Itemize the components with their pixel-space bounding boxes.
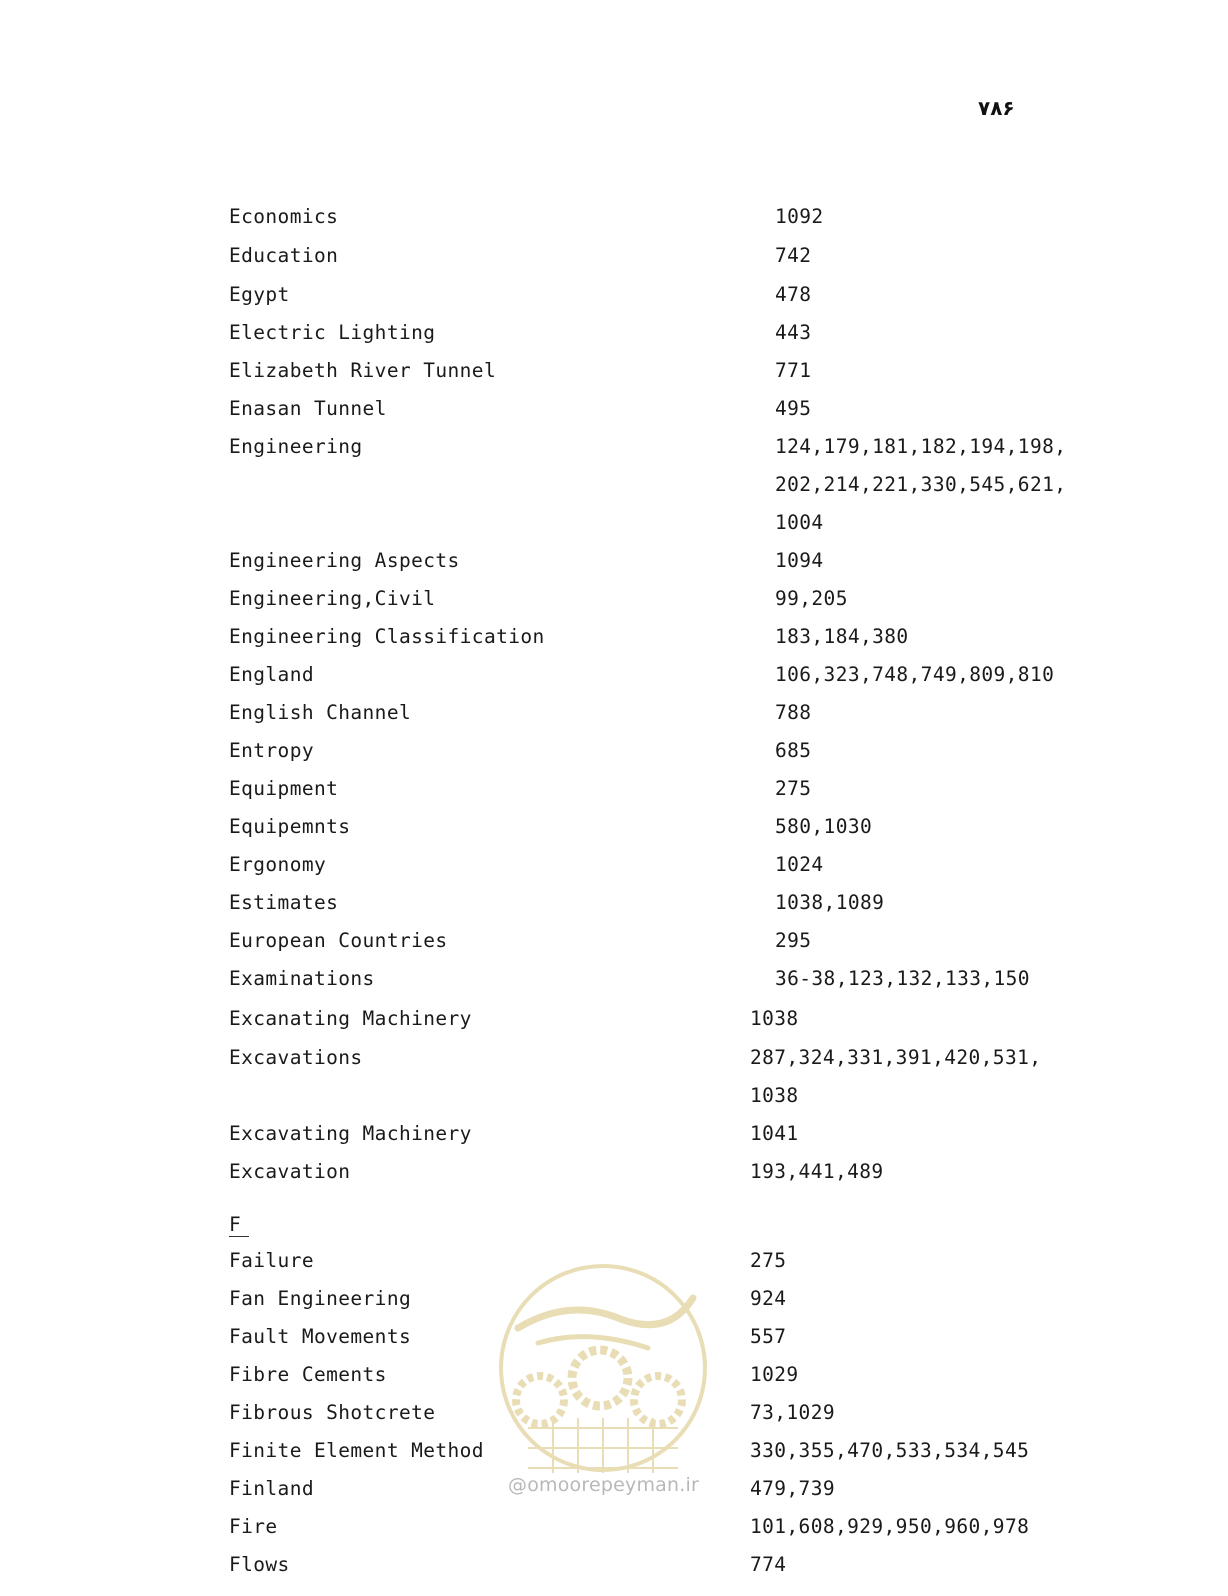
index-term: Equipemnts bbox=[229, 815, 351, 838]
index-page-refs: 788 bbox=[775, 701, 812, 724]
index-term: Finite Element Method bbox=[229, 1439, 484, 1462]
index-term: Engineering Classification bbox=[229, 625, 545, 648]
index-page-refs: 774 bbox=[750, 1553, 787, 1576]
index-page-refs: 193,441,489 bbox=[750, 1160, 884, 1183]
index-page-refs: 1004 bbox=[775, 511, 824, 534]
index-page-refs: 479,739 bbox=[750, 1477, 835, 1500]
index-term: Excavation bbox=[229, 1160, 351, 1183]
index-term: England bbox=[229, 663, 314, 686]
index-page-refs: 1038 bbox=[750, 1084, 799, 1107]
index-page-refs: 202,214,221,330,545,621, bbox=[775, 473, 1067, 496]
index-page-refs: 275 bbox=[775, 777, 812, 800]
index-term: Electric Lighting bbox=[229, 321, 436, 344]
index-term: Fault Movements bbox=[229, 1325, 412, 1348]
index-page-refs: 295 bbox=[775, 929, 812, 952]
index-term: Fire bbox=[229, 1515, 278, 1538]
index-page-refs: 106,323,748,749,809,810 bbox=[775, 663, 1055, 686]
index-page-refs: 36-38,123,132,133,150 bbox=[775, 967, 1030, 990]
index-page-refs: 742 bbox=[775, 244, 812, 267]
index-term: Engineering,Civil bbox=[229, 587, 436, 610]
index-page-refs: 1094 bbox=[775, 549, 824, 572]
index-page-refs: 275 bbox=[750, 1249, 787, 1272]
index-page-refs: 1041 bbox=[750, 1122, 799, 1145]
index-page-refs: 1038,1089 bbox=[775, 891, 885, 914]
index-page-refs: 183,184,380 bbox=[775, 625, 909, 648]
index-page-refs: 1029 bbox=[750, 1363, 799, 1386]
index-term: Education bbox=[229, 244, 339, 267]
index-term: Excavations bbox=[229, 1046, 363, 1069]
index-page-refs: 1092 bbox=[775, 205, 824, 228]
index-term: Fibrous Shotcrete bbox=[229, 1401, 436, 1424]
index-page-refs: 478 bbox=[775, 283, 812, 306]
index-page-refs: 924 bbox=[750, 1287, 787, 1310]
index-term: Examinations bbox=[229, 967, 375, 990]
index-page-refs: 124,179,181,182,194,198, bbox=[775, 435, 1067, 458]
index-term: Economics bbox=[229, 205, 339, 228]
index-term: Excanating Machinery bbox=[229, 1007, 472, 1030]
section-letter-f: F bbox=[229, 1214, 249, 1237]
index-term: Ergonomy bbox=[229, 853, 327, 876]
index-page-refs: 330,355,470,533,534,545 bbox=[750, 1439, 1030, 1462]
index-page-refs: 443 bbox=[775, 321, 812, 344]
index-term: European Countries bbox=[229, 929, 448, 952]
index-page-refs: 1024 bbox=[775, 853, 824, 876]
index-term: Estimates bbox=[229, 891, 339, 914]
index-term: Flows bbox=[229, 1553, 290, 1576]
index-term: Elizabeth River Tunnel bbox=[229, 359, 497, 382]
index-term: Fan Engineering bbox=[229, 1287, 412, 1310]
index-term: Engineering Aspects bbox=[229, 549, 460, 572]
index-page-refs: 580,1030 bbox=[775, 815, 873, 838]
index-term: Finland bbox=[229, 1477, 314, 1500]
watermark-logo-icon bbox=[498, 1258, 708, 1498]
index-page-refs: 287,324,331,391,420,531, bbox=[750, 1046, 1042, 1069]
index-page-refs: 771 bbox=[775, 359, 812, 382]
index-term: Fibre Cements bbox=[229, 1363, 387, 1386]
index-term: Excavating Machinery bbox=[229, 1122, 472, 1145]
index-term: Enasan Tunnel bbox=[229, 397, 387, 420]
index-term: Equipment bbox=[229, 777, 339, 800]
index-term: English Channel bbox=[229, 701, 412, 724]
index-page-refs: 685 bbox=[775, 739, 812, 762]
index-page-refs: 1038 bbox=[750, 1007, 799, 1030]
index-page-refs: 495 bbox=[775, 397, 812, 420]
index-term: Egypt bbox=[229, 283, 290, 306]
index-page-refs: 73,1029 bbox=[750, 1401, 835, 1424]
index-page-refs: 99,205 bbox=[775, 587, 848, 610]
index-page-refs: 557 bbox=[750, 1325, 787, 1348]
index-page-refs: 101,608,929,950,960,978 bbox=[750, 1515, 1030, 1538]
index-term: Entropy bbox=[229, 739, 314, 762]
watermark-caption: @omoorepeyman.ir bbox=[508, 1474, 699, 1496]
index-term: Engineering bbox=[229, 435, 363, 458]
index-term: Failure bbox=[229, 1249, 314, 1272]
page-number: ۷۸۶ bbox=[978, 96, 1015, 120]
